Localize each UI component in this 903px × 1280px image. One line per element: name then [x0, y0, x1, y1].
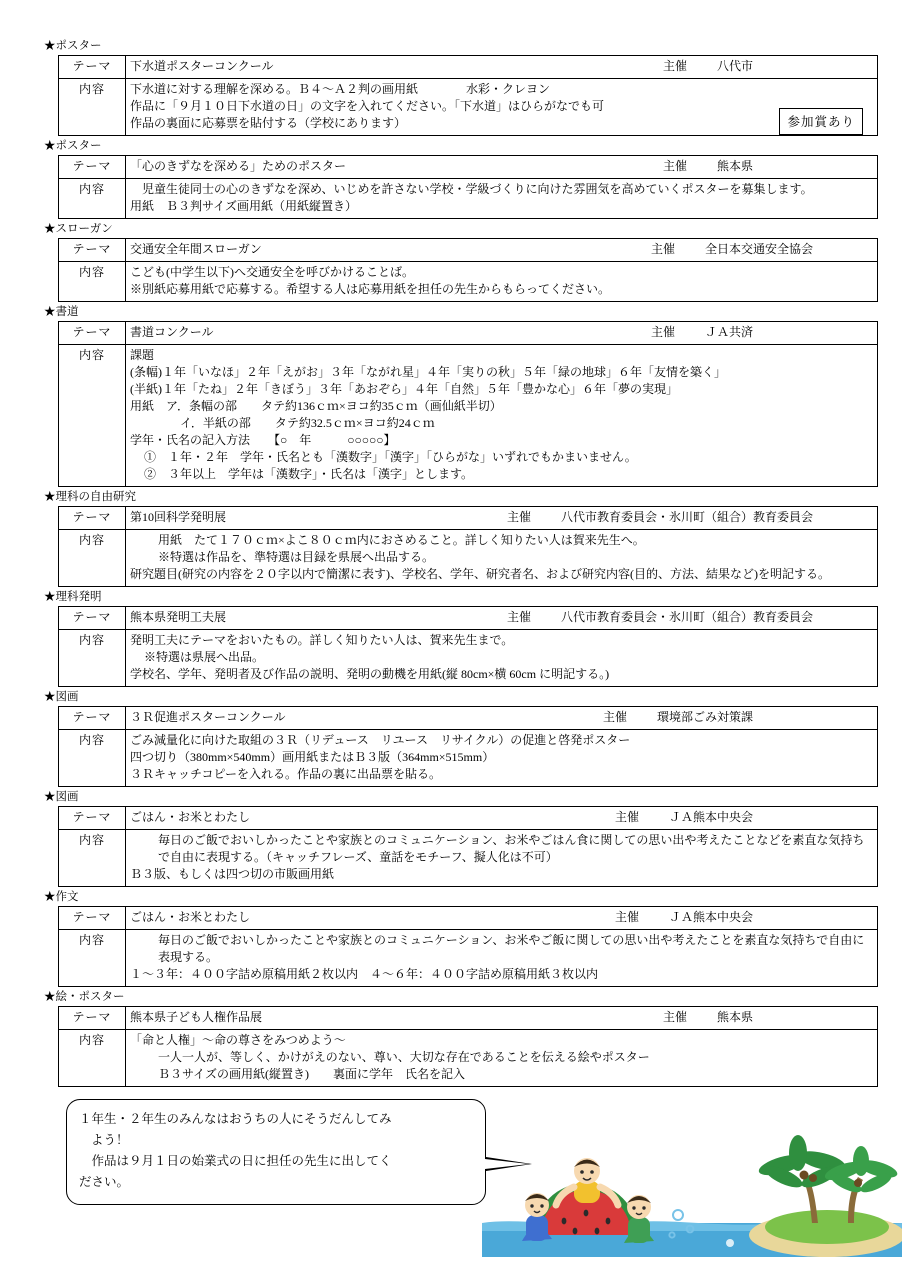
- palm-leaves-left: [757, 1135, 847, 1192]
- content-label: 内容: [59, 730, 126, 787]
- theme-value-cell: [126, 707, 878, 730]
- theme-label: テーマ: [59, 56, 126, 79]
- content-line: 作品に「９月１０日下水道の日」の文字を入れてください。「下水道」はひらがなでも可: [130, 99, 605, 113]
- table-row-content: [59, 930, 878, 987]
- content-value-cell: [126, 79, 878, 136]
- callout-line-3: 作品は９月１日の始業式の日に担任の先生に出してく: [79, 1154, 392, 1168]
- section-table: [58, 321, 878, 487]
- theme-label: テーマ: [59, 322, 126, 345]
- section-zuga-3r: [42, 689, 863, 787]
- content-line: 四つ切り（380mm×540mm）画用紙またはＢ３版（364mm×515mm）: [130, 750, 495, 764]
- content-label: 内容: [59, 830, 126, 887]
- section-heading: ★図画: [44, 791, 79, 803]
- theme-value: 熊本県発明工夫展: [130, 610, 227, 624]
- host-block: [507, 509, 873, 526]
- host-label: 主催: [506, 510, 531, 524]
- host-block: [615, 909, 873, 926]
- content-value-cell: [126, 830, 878, 887]
- theme-label: テーマ: [59, 907, 126, 930]
- theme-label: テーマ: [59, 707, 126, 730]
- host-label: 主催: [650, 242, 675, 256]
- section-heading: ★作文: [44, 891, 79, 903]
- callout-line-4: ださい。: [79, 1175, 130, 1189]
- coconut: [809, 1174, 817, 1182]
- host-value: ＪＡ熊本中央会: [668, 910, 753, 924]
- host-value: ＪＡ熊本中央会: [668, 810, 753, 824]
- table-row-content: [59, 262, 878, 302]
- theme-value-cell: [126, 239, 878, 262]
- section-table: [58, 806, 878, 887]
- table-row-content: [59, 1030, 878, 1087]
- callout-box: [66, 1099, 486, 1205]
- theme-value: 下水道ポスターコンクール: [130, 59, 274, 73]
- table-row-theme: [59, 56, 878, 79]
- content-line: こども(中学生以下)へ交通安全を呼びかけることば。: [130, 265, 414, 279]
- section-heading: ★ポスター: [44, 40, 102, 52]
- content-line: 課題: [130, 348, 155, 362]
- host-label: 主催: [506, 610, 531, 624]
- host-value: ＪＡ共済: [704, 325, 753, 339]
- content-line: ※別紙応募用紙で応募する。希望する人は応募用紙を担任の先生からもらってください。: [130, 282, 611, 296]
- section-table: [58, 55, 878, 136]
- host-value: 八代市教育委員会・氷川町（組合）教育委員会: [560, 510, 813, 524]
- theme-value: 書道コンクール: [130, 325, 214, 339]
- content-line: 「命と人権」〜命の尊さをみつめよう〜: [130, 1033, 346, 1047]
- table-row-content: [59, 179, 878, 219]
- content-label: 内容: [59, 79, 126, 136]
- section-e-poster: [42, 989, 863, 1087]
- host-label: 主催: [614, 910, 639, 924]
- content-value-cell: [126, 179, 878, 219]
- theme-label: テーマ: [59, 507, 126, 530]
- table-row-content: [59, 830, 878, 887]
- section-poster-gesuido: [42, 38, 863, 136]
- content-line: 用紙 ア．条幅の部 タテ約136ｃｍ×ヨコ約35ｃｍ（画仙紙半切）: [130, 399, 502, 413]
- content-line: ② ３年以上 学年は「漢数字」・氏名は「漢字」とします。: [144, 467, 474, 481]
- theme-value-cell: [126, 907, 878, 930]
- content-value-cell: [126, 930, 878, 987]
- theme-value: 「心のきずなを深める」ためのポスター: [130, 159, 347, 173]
- section-sakubun: [42, 889, 863, 987]
- table-row-theme: [59, 707, 878, 730]
- host-label: 主催: [614, 810, 639, 824]
- host-value: 八代市教育委員会・氷川町（組合）教育委員会: [560, 610, 813, 624]
- section-heading: ★理科の自由研究: [44, 491, 136, 503]
- host-label: 主催: [602, 710, 627, 724]
- host-block: [651, 324, 873, 341]
- island-grass: [765, 1210, 889, 1244]
- table-row-theme: [59, 507, 878, 530]
- table-row-theme: [59, 1007, 878, 1030]
- table-row-content: [59, 345, 878, 487]
- section-table: [58, 506, 878, 587]
- content-label: 内容: [59, 530, 126, 587]
- host-label: 主催: [662, 159, 687, 173]
- content-line: 児童生徒同士の心のきずなを深め、いじめを許さない学校・学級づくりに向けた雰囲気を高めていくポスターを募集します。: [130, 182, 813, 196]
- table-row-content: [59, 630, 878, 687]
- host-value: 熊本県: [716, 159, 753, 173]
- section-zuga-gohan: [42, 789, 863, 887]
- coconut: [800, 1171, 809, 1180]
- theme-label: テーマ: [59, 156, 126, 179]
- content-line: 発明工夫にテーマをおいたもの。詳しく知りたい人は、賀来先生まで。: [130, 633, 514, 647]
- bottom-area: [42, 1095, 863, 1275]
- table-row-content: [59, 530, 878, 587]
- table-row-content: [59, 730, 878, 787]
- table-row-theme: [59, 322, 878, 345]
- content-line: １〜３年：４００字詰め原稿用紙２枚以内 ４〜６年：４００字詰め原稿用紙３枚以内: [130, 967, 599, 981]
- theme-value: 熊本県子ども人権作品展: [130, 1010, 263, 1024]
- host-block: [651, 241, 873, 258]
- host-block: [663, 158, 873, 175]
- section-heading: ★スローガン: [44, 223, 113, 235]
- content-line: 一人一人が、等しく、かけがえのない、尊い、大切な存在であることを伝える絵やポスター: [158, 1050, 650, 1064]
- theme-value: ３Ｒ促進ポスターコンクール: [130, 710, 286, 724]
- content-line: 学年・氏名の記入方法 【○ 年 ○○○○○】: [130, 433, 396, 447]
- content-line: 用紙 たて１７０ｃｍ×よこ８０ｃｍ内におさめること。詳しく知りたい人は賀来先生へ。: [158, 533, 645, 547]
- section-rika-jiyukenkyu: [42, 489, 863, 587]
- content-line: 毎日のご飯でおいしかったことや家族とのコミュニケーション、お米やごはん食に関しての思い出や考えたことなどを素直な気持ちで自由に表現する。（キャッチフレーズ、童話をモチーフ、擬人化は不可）: [158, 833, 865, 864]
- content-line: Ｂ３サイズの画用紙(縦置き) 裏面に学年 氏名を記入: [158, 1067, 466, 1081]
- status-badge: 参加賞あり: [779, 108, 863, 135]
- theme-value-cell: [126, 322, 878, 345]
- theme-value-cell: [126, 156, 878, 179]
- palm-leaves-right: [823, 1146, 899, 1196]
- theme-label: テーマ: [59, 607, 126, 630]
- theme-label: テーマ: [59, 239, 126, 262]
- table-row-theme: [59, 239, 878, 262]
- theme-value-cell: [126, 607, 878, 630]
- section-table: [58, 238, 878, 302]
- content-line: 作品の裏面に応募票を貼付する（学校にあります）: [130, 116, 407, 130]
- theme-value: ごはん・お米とわたし: [130, 910, 251, 924]
- bubble: [673, 1210, 683, 1220]
- content-line: (条幅)１年「いなほ」２年「えがお」３年「ながれ星」４年「実りの秋」５年「緑の地球」６年「友情を築く」: [130, 365, 726, 379]
- host-label: 主催: [662, 59, 687, 73]
- section-table: [58, 1006, 878, 1087]
- host-block: [663, 58, 873, 75]
- theme-label: テーマ: [59, 1007, 126, 1030]
- section-heading: ★書道: [44, 306, 79, 318]
- content-label: 内容: [59, 179, 126, 219]
- section-table: [58, 606, 878, 687]
- callout-line-1: １年生・２年生のみんなはおうちの人にそうだんしてみ: [79, 1112, 392, 1126]
- section-shodo: [42, 304, 863, 487]
- content-line: 下水道に対する理解を深める。Ｂ４〜Ａ２判の画用紙 水彩・クレヨン: [130, 82, 551, 96]
- table-row-theme: [59, 607, 878, 630]
- content-value-cell: [126, 730, 878, 787]
- host-block: [603, 709, 873, 726]
- section-slogan: [42, 221, 863, 302]
- table-row-theme: [59, 907, 878, 930]
- content-line: (半紙)１年「たね」２年「きぼう」３年「あおぞら」４年「自然」５年「豊かな心」６年「夢の実現」: [130, 382, 678, 396]
- section-table: [58, 155, 878, 219]
- theme-value: ごはん・お米とわたし: [130, 810, 251, 824]
- table-row-theme: [59, 156, 878, 179]
- section-heading: ★図画: [44, 691, 79, 703]
- callout-line-2: よう！: [91, 1133, 129, 1147]
- host-value: 全日本交通安全協会: [704, 242, 813, 256]
- host-value: 環境部ごみ対策課: [656, 710, 753, 724]
- section-table: [58, 706, 878, 787]
- content-value-cell: [126, 1030, 878, 1087]
- content-line: ３Ｒキャッチコピーを入れる。作品の裏に出品票を貼る。: [130, 767, 442, 781]
- content-line: 毎日のご飯でおいしかったことや家族とのコミュニケーション、お米やご飯に関しての思い出や考えたことを素直な気持ちで自由に表現する。: [158, 933, 865, 964]
- theme-value: 交通安全年間スローガン: [130, 242, 262, 256]
- bubble: [726, 1239, 734, 1247]
- section-heading: ★ポスター: [44, 140, 102, 152]
- content-line: ※特選は県展へ出品。: [144, 650, 265, 664]
- theme-value: 第10回科学発明展: [130, 510, 227, 524]
- content-label: 内容: [59, 262, 126, 302]
- content-line: ごみ減量化に向けた取組の３Ｒ（リデュース リユース リサイクル）の促進と啓発ポスター: [130, 733, 631, 747]
- content-label: 内容: [59, 630, 126, 687]
- content-value-cell: [126, 262, 878, 302]
- content-line: 学校名、学年、発明者及び作品の説明、発明の動機を用紙(縦 80cm×横 60cm に明記する。): [130, 667, 610, 681]
- host-value: 八代市: [716, 59, 753, 73]
- host-value: 熊本県: [716, 1010, 753, 1024]
- content-line: イ．半紙の部 タテ約32.5ｃｍ×ヨコ約24ｃｍ: [144, 416, 435, 430]
- table-row-theme: [59, 807, 878, 830]
- content-label: 内容: [59, 1030, 126, 1087]
- content-value-cell: [126, 530, 878, 587]
- section-rika-hatsumei: [42, 589, 863, 687]
- theme-value-cell: [126, 807, 878, 830]
- table-row-content: [59, 79, 878, 136]
- section-heading: ★絵・ポスター: [44, 991, 125, 1003]
- host-label: 主催: [662, 1010, 687, 1024]
- illustration-summer-scene: [482, 1095, 902, 1275]
- section-heading: ★理科発明: [44, 591, 102, 603]
- content-line: 用紙 Ｂ３判サイズ画用紙（用紙縦置き）: [130, 199, 358, 213]
- theme-value-cell: [126, 1007, 878, 1030]
- content-line: ① １年・２年 学年・氏名とも「漢数字」「漢字」「ひらがな」いずれでもかまいません。: [144, 450, 637, 464]
- coconut: [854, 1179, 862, 1187]
- content-label: 内容: [59, 930, 126, 987]
- host-block: [507, 609, 873, 626]
- content-line: ※特選は作品を、準特選は目録を県展へ出品する。: [158, 550, 435, 564]
- section-poster-kizuna: [42, 138, 863, 219]
- theme-label: テーマ: [59, 807, 126, 830]
- host-block: [615, 809, 873, 826]
- content-label: 内容: [59, 345, 126, 487]
- content-value-cell: [126, 345, 878, 487]
- host-block: [663, 1009, 873, 1026]
- content-value-cell: [126, 630, 878, 687]
- content-line: 研究題目(研究の内容を２０字以内で簡潔に表す)、学校名、学年、研究者名、および研究内容(目的、方法、結果など)を明記する。: [130, 567, 830, 581]
- host-label: 主催: [650, 325, 675, 339]
- theme-value-cell: [126, 507, 878, 530]
- theme-value-cell: [126, 56, 878, 79]
- content-line: Ｂ３版、もしくは四つ切の市販画用紙: [130, 867, 335, 881]
- section-table: [58, 906, 878, 987]
